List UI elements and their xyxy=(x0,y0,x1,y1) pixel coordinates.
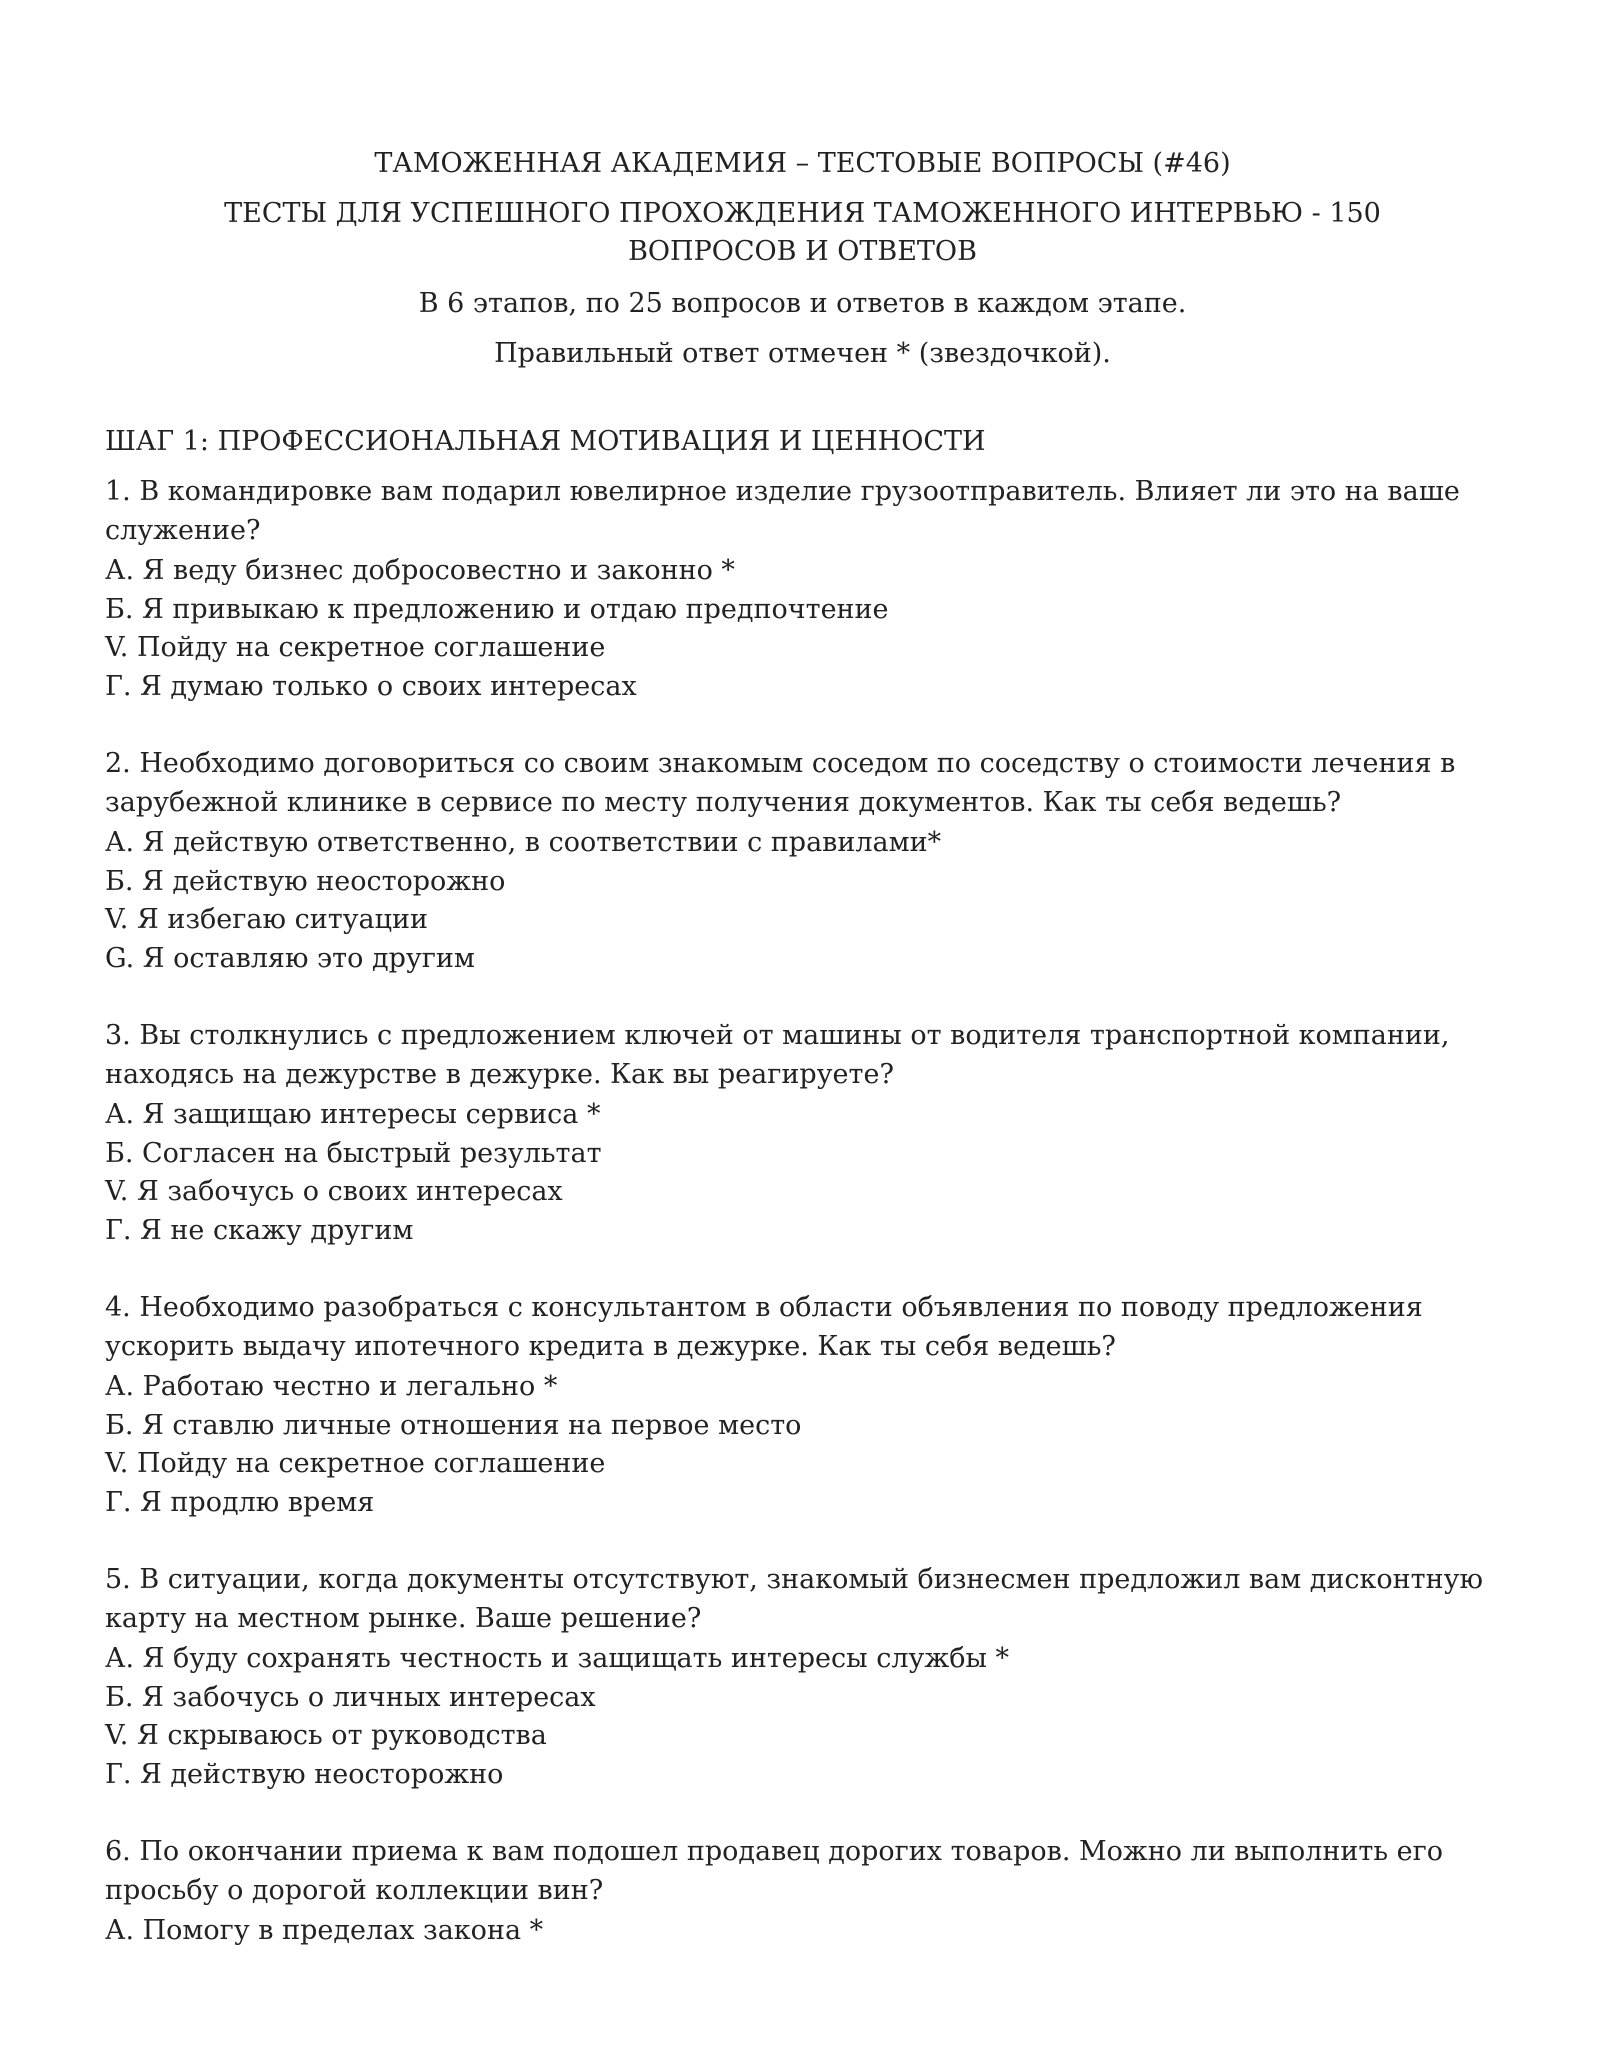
answer-option: А. Помогу в пределах закона * xyxy=(105,1915,544,1946)
question-list xyxy=(105,473,1500,1951)
answer-option: Б. Я действую неосторожно xyxy=(105,865,506,897)
header-answer-note: Правильный ответ отмечен * (звездочкой). xyxy=(494,338,1111,369)
question-block xyxy=(105,1017,1500,1250)
answer-option: А. Работаю честно и легально * xyxy=(105,1371,558,1402)
answer-option: V. Я забочусь о своих интересах xyxy=(105,1176,563,1207)
answer-option: Г. Я не скажу другим xyxy=(105,1214,414,1246)
question-text: 1. В командировке вам подарил ювелирное изделие грузоотправитель. Влияет ли это на ваше служение? xyxy=(105,476,1460,546)
answer-option: G. Я оставляю это другим xyxy=(105,942,475,974)
question-text: 3. Вы столкнулись с предложением ключей от машины от водителя транспортной компании, находясь на дежурстве в дежурке. Как вы реагируете? xyxy=(105,1020,1450,1090)
question-text: 6. По окончании приема к вам подошел продавец дорогих товаров. Можно ли выполнить его просьбу о дорогой коллекции вин? xyxy=(105,1836,1443,1906)
answer-option: А. Я буду сохранять честность и защищать интересы службы * xyxy=(105,1643,1010,1674)
header-title: ТАМОЖЕННАЯ АКАДЕМИЯ – ТЕСТОВЫЕ ВОПРОСЫ (#46) xyxy=(374,148,1231,179)
question-text: 4. Необходимо разобраться с консультантом в области объявления по поводу предложения ускорить выдачу ипотечного кредита в дежурке. Как ты себя ведешь? xyxy=(105,1292,1423,1362)
step-title: ШАГ 1: ПРОФЕССИОНАЛЬНАЯ МОТИВАЦИЯ И ЦЕННОСТИ xyxy=(105,426,986,457)
answer-option: Б. Я ставлю личные отношения на первое место xyxy=(105,1409,802,1441)
answer-option: Г. Я продлю время xyxy=(105,1486,375,1518)
answer-option: Б. Согласен на быстрый результат xyxy=(105,1137,602,1169)
answer-option: А. Я действую ответственно, в соответствии с правилами* xyxy=(105,827,942,858)
question-text: 2. Необходимо договориться со своим знакомым соседом по соседству о стоимости лечения в зарубежной клинике в сервисе по месту получения документов. Как ты себя ведешь? xyxy=(105,748,1456,818)
answer-option: V. Пойду на секретное соглашение xyxy=(105,632,606,663)
answer-option: А. Я веду бизнес добросовестно и законно * xyxy=(105,555,735,586)
question-block xyxy=(105,745,1500,978)
answer-option: Г. Я действую неосторожно xyxy=(105,1758,504,1790)
answer-option: V. Я скрываюсь от руководства xyxy=(105,1720,547,1751)
question-text: 5. В ситуации, когда документы отсутствуют, знакомый бизнесмен предложил вам дисконтную карту на местном рынке. Ваше решение? xyxy=(105,1564,1484,1634)
header-subtitle: ТЕСТЫ ДЛЯ УСПЕШНОГО ПРОХОЖДЕНИЯ ТАМОЖЕННОГО ИНТЕРВЬЮ - 150 ВОПРОСОВ И ОТВЕТОВ xyxy=(224,198,1381,267)
answer-option: Г. Я думаю только о своих интересах xyxy=(105,670,637,702)
question-block xyxy=(105,1833,1500,1951)
question-block xyxy=(105,1289,1500,1522)
question-block xyxy=(105,1561,1500,1794)
answer-option: V. Я избегаю ситуации xyxy=(105,904,429,935)
answer-option: V. Пойду на секретное соглашение xyxy=(105,1448,606,1479)
question-block xyxy=(105,473,1500,706)
header-stages-note: В 6 этапов, по 25 вопросов и ответов в каждом этапе. xyxy=(418,288,1187,319)
document-header xyxy=(105,145,1500,373)
answer-option: Б. Я забочусь о личных интересах xyxy=(105,1681,596,1713)
answer-option: Б. Я привыкаю к предложению и отдаю предпочтение xyxy=(105,593,889,625)
answer-option: А. Я защищаю интересы сервиса * xyxy=(105,1099,601,1130)
